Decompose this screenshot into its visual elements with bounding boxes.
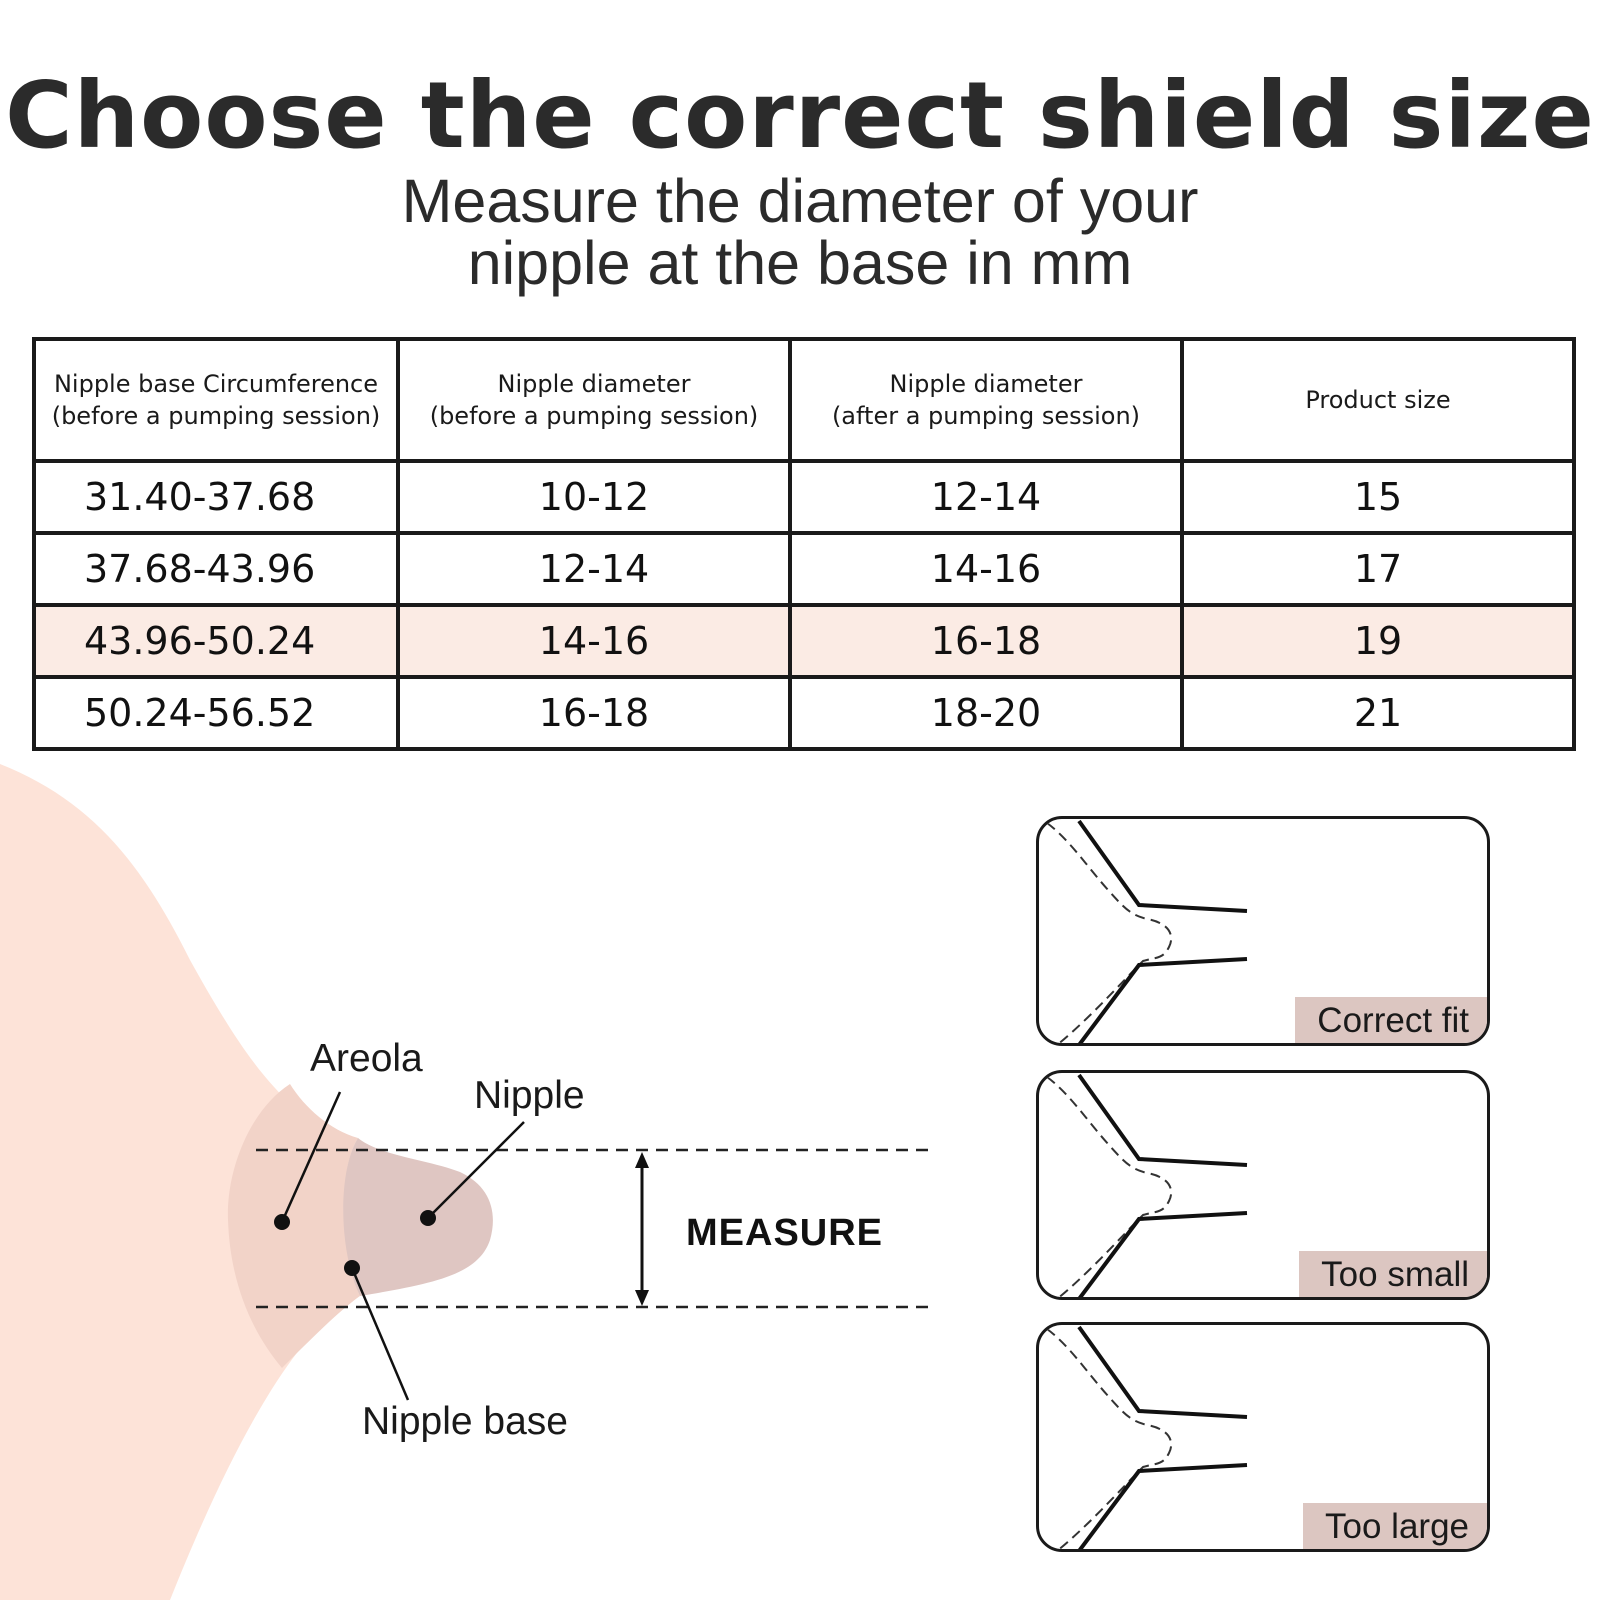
header-product-size: Product size (1182, 339, 1574, 461)
arrow-head-top (635, 1152, 649, 1168)
table-cell: 14-16 (790, 533, 1182, 605)
header-circumference: Nipple base Circumference (before a pumping session) (34, 339, 398, 461)
arrow-head-bottom (635, 1290, 649, 1306)
table-header-row (34, 339, 1574, 461)
fit-label: Too small (1299, 1251, 1487, 1297)
fit-card-too-large (1036, 1322, 1490, 1552)
table-cell: 17 (1182, 533, 1574, 605)
nipple-shape (343, 1138, 493, 1296)
table-cell: 19 (1182, 605, 1574, 677)
fit-label: Too large (1303, 1503, 1487, 1549)
table-cell: 12-14 (398, 533, 790, 605)
areola-dot (274, 1214, 290, 1230)
table-cell: 16-18 (790, 605, 1182, 677)
table-cell: 37.68-43.96 (34, 533, 398, 605)
fit-label: Correct fit (1295, 997, 1487, 1043)
table-cell: 15 (1182, 461, 1574, 533)
nipple-base-dot (344, 1260, 360, 1276)
table-cell: 18-20 (790, 677, 1182, 749)
table-cell: 10-12 (398, 461, 790, 533)
fit-card-correct (1036, 816, 1490, 1046)
fit-card-too-small (1036, 1070, 1490, 1300)
header-diameter-after: Nipple diameter (after a pumping session) (790, 339, 1182, 461)
nipple-label: Nipple (474, 1074, 585, 1117)
table-cell: 21 (1182, 677, 1574, 749)
table-cell: 50.24-56.52 (34, 677, 398, 749)
table-cell: 43.96-50.24 (34, 605, 398, 677)
table-row (34, 461, 1574, 533)
table-cell: 31.40-37.68 (34, 461, 398, 533)
nipple-base-label: Nipple base (362, 1400, 568, 1443)
table-cell: 16-18 (398, 677, 790, 749)
subtitle-line-2: nipple at the base in mm (467, 229, 1133, 297)
nipple-dot (420, 1210, 436, 1226)
header-diameter-before: Nipple diameter (before a pumping session) (398, 339, 790, 461)
table-cell: 12-14 (790, 461, 1182, 533)
subtitle-line-1: Measure the diameter of your (401, 167, 1199, 235)
table-cell: 14-16 (398, 605, 790, 677)
nipple-diagram (0, 760, 960, 1600)
areola-label: Areola (310, 1037, 423, 1080)
table-row (34, 677, 1574, 749)
table-row (34, 533, 1574, 605)
page-title: Choose the correct shield size (5, 62, 1595, 169)
size-table (32, 337, 1576, 751)
table-row-highlighted (34, 605, 1574, 677)
measure-label: MEASURE (686, 1212, 884, 1254)
page-subtitle (0, 167, 1600, 297)
